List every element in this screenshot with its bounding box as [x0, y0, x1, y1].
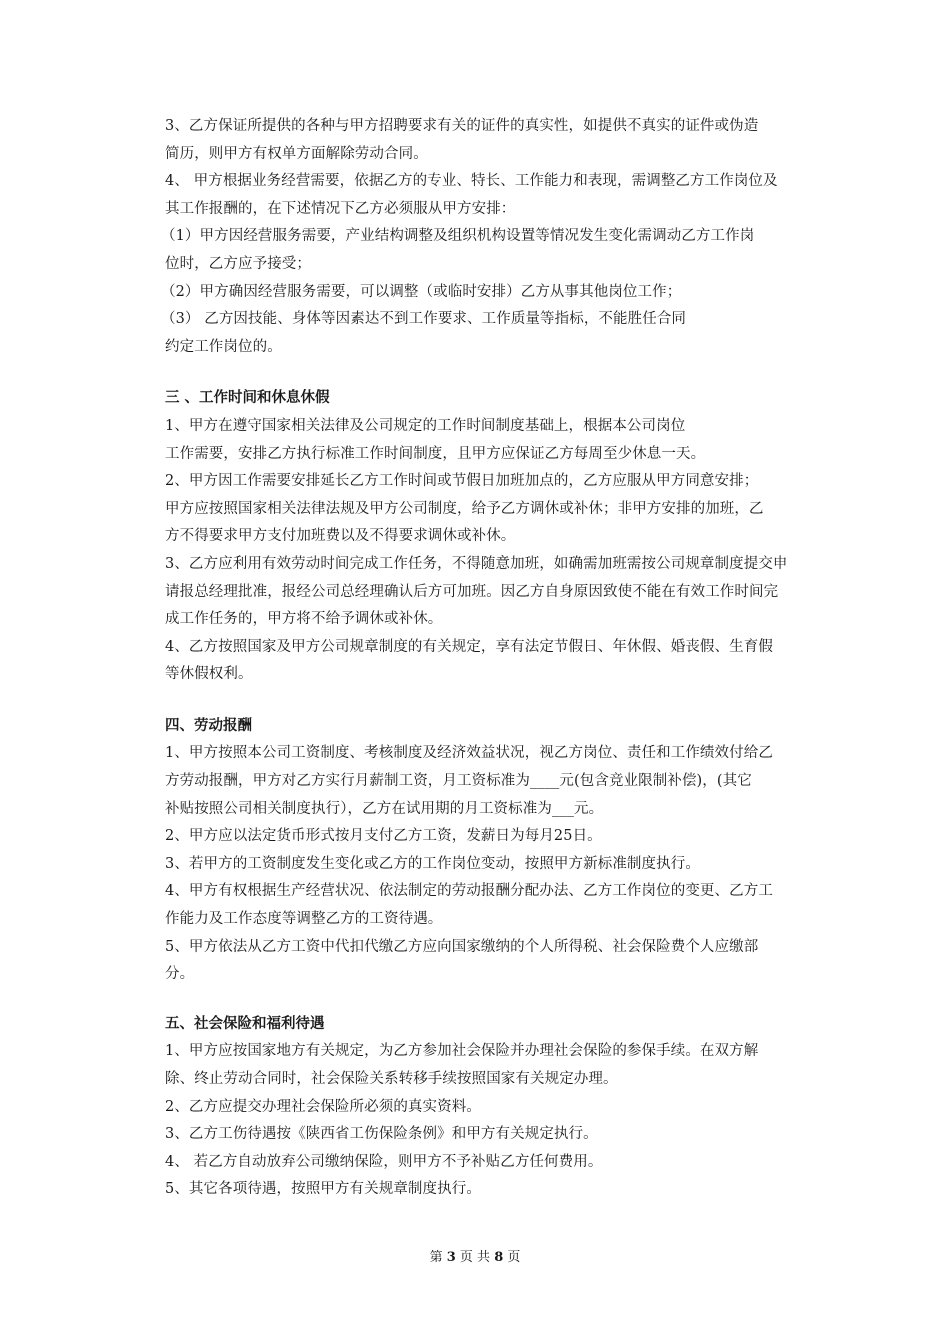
paragraph-line: 等休假权利。: [165, 666, 253, 683]
section-heading: 五、社会保险和福利待遇: [165, 1015, 325, 1032]
current-page-number: 3: [446, 1250, 456, 1265]
section-spacer: [165, 989, 825, 1011]
paragraph-line: 2、甲方应以法定货币形式按月支付乙方工资，发薪日为每月25日。: [165, 828, 602, 845]
section-spacer: [165, 361, 825, 385]
paragraph-line: 4、 甲方根据业务经营需要，依据乙方的专业、特长、工作能力和表现，需调整乙方工作岗位及: [165, 173, 778, 190]
paragraph-line: 位时，乙方应予接受；: [165, 255, 311, 272]
section-heading: 四、劳动报酬: [165, 717, 252, 734]
paragraph-line: 除、终止劳动合同时，社会保险关系转移手续按照国家有关规定办理。: [165, 1071, 618, 1087]
paragraph-line: 2、乙方应提交办理社会保险所必须的真实资料。: [165, 1098, 481, 1115]
paragraph-line: 成工作任务的，甲方将不给予调休或补休。: [165, 611, 443, 628]
paragraph-line: 2、甲方因工作需要安排延长乙方工作时间或节假日加班加点的，乙方应服从甲方同意安排；: [165, 473, 759, 490]
document-body: [161, 113, 825, 1204]
paragraph-line: 4、 若乙方自动放弃公司缴纳保险，则甲方不予补贴乙方任何费用。: [165, 1153, 603, 1170]
footer-prefix: 第: [429, 1250, 443, 1265]
footer-middle: 页 共: [459, 1250, 491, 1265]
paragraph-line: 1、甲方应按国家地方有关规定，为乙方参加社会保险并办理社会保险的参保手续。在双方解: [165, 1043, 759, 1060]
paragraph-line: 其工作报酬的，在下述情况下乙方必须服从甲方安排：: [165, 200, 516, 217]
paragraph-line: 分。: [165, 966, 195, 983]
paragraph-line: 4、乙方按照国家及甲方公司规章制度的有关规定，享有法定节假日、年休假、婚丧假、生育假: [165, 638, 773, 655]
paragraph-line: 1、甲方在遵守国家相关法律及公司规定的工作时间制度基础上，根据本公司岗位: [165, 417, 686, 434]
paragraph-line: 3、乙方工伤待遇按《陕西省工伤保险条例》和甲方有关规定执行。: [165, 1126, 598, 1143]
section-4: [165, 713, 825, 989]
section-heading: 三 、工作时间和休息休假: [165, 390, 330, 407]
paragraph-line: 约定工作岗位的。: [165, 338, 282, 355]
paragraph-line: 甲方应按照国家相关法律法规及甲方公司制度，给予乙方调休或补休；非甲方安排的加班，乙: [165, 500, 764, 517]
section-spacer: [165, 689, 825, 713]
paragraph-line: 5、甲方依法从乙方工资中代扣代缴乙方应向国家缴纳的个人所得税、社会保险费个人应缴部: [165, 938, 759, 955]
section-3: [165, 385, 825, 689]
section-5: [165, 1011, 825, 1204]
paragraph-line: 补贴按照公司相关制度执行），乙方在试用期的月工资标准为___元。: [165, 800, 604, 817]
page-footer: [0, 1249, 950, 1267]
paragraph-line: 5、其它各项待遇，按照甲方有关规章制度执行。: [165, 1181, 481, 1198]
paragraph-line: 3、乙方应利用有效劳动时间完成工作任务，不得随意加班，如确需加班需按公司规章制度提交申: [165, 555, 788, 572]
paragraph-line: 请报总经理批准，报经公司总经理确认后方可加班。因乙方自身原因致使不能在有效工作时间完: [165, 583, 779, 600]
total-pages-number: 8: [494, 1250, 504, 1265]
section-2-continuation: [161, 113, 825, 361]
paragraph-line: 方劳动报酬，甲方对乙方实行月薪制工资，月工资标准为____元(包含竞业限制补偿)，(其它: [165, 773, 752, 790]
paragraph-line: 作能力及工作态度等调整乙方的工资待遇。: [165, 911, 443, 928]
footer-suffix: 页: [507, 1250, 521, 1265]
paragraph-line: 3、若甲方的工资制度发生变化或乙方的工作岗位变动，按照甲方新标准制度执行。: [165, 855, 700, 872]
paragraph-line: 4、甲方有权根据生产经营状况、依法制定的劳动报酬分配办法、乙方工作岗位的变更、乙方工: [165, 883, 773, 900]
paragraph-line: 方不得要求甲方支付加班费以及不得要求调休或补休。: [165, 528, 516, 545]
paragraph-line: （1）甲方因经营服务需要，产业结构调整及组织机构设置等情况发生变化需调动乙方工作岗: [161, 228, 755, 245]
paragraph-line: （2）甲方确因经营服务需要，可以调整（或临时安排）乙方从事其他岗位工作；: [161, 283, 682, 300]
paragraph-line: 简历，则甲方有权单方面解除劳动合同。: [165, 145, 428, 162]
paragraph-line: 3、乙方保证所提供的各种与甲方招聘要求有关的证件的真实性，如提供不真实的证件或伪造: [165, 118, 759, 134]
paragraph-line: （3） 乙方因技能、身体等因素达不到工作要求、工作质量等指标，不能胜任合同: [161, 311, 687, 328]
paragraph-line: 工作需要，安排乙方执行标准工作时间制度，且甲方应保证乙方每周至少休息一天。: [165, 445, 706, 462]
paragraph-line: 1、甲方按照本公司工资制度、考核制度及经济效益状况，视乙方岗位、责任和工作绩效付给乙: [165, 745, 773, 762]
